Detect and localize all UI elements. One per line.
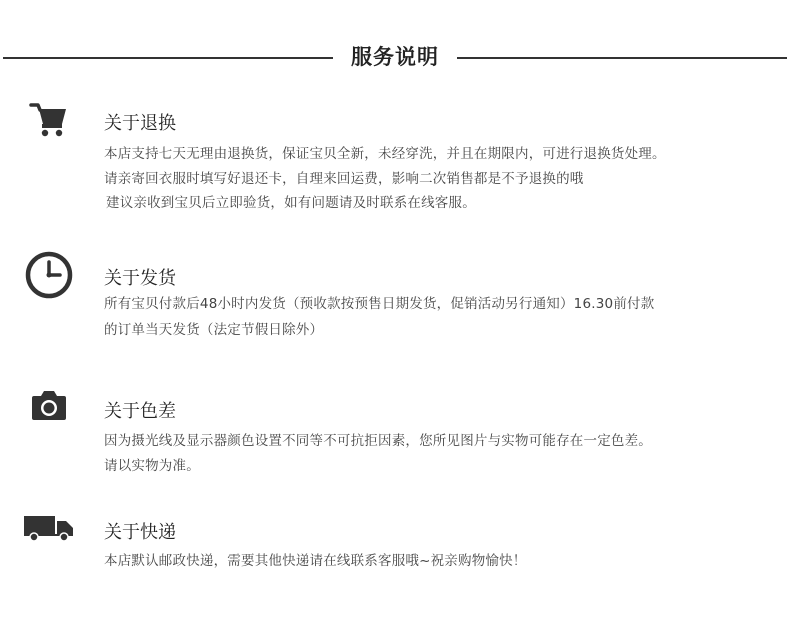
section-text-line: 本店默认邮政快递，需要其他快递请在线联系客服哦~祝亲购物愉快！ <box>104 553 527 569</box>
section-title: 关于退换 <box>104 113 176 134</box>
section-text-line: 请以实物为准。 <box>104 458 200 474</box>
section-text-line: 建议亲收到宝贝后立即验货，如有问题请及时联系在线客服。 <box>106 195 476 211</box>
delivery-truck-icon <box>22 514 76 542</box>
section-text-line: 请亲寄回衣服时填写好退还卡，自理来回运费，影响二次销售都是不予退换的哦 <box>104 171 584 187</box>
section-courier <box>0 512 790 582</box>
section-returns <box>0 100 790 220</box>
clock-icon <box>22 251 76 299</box>
page-title: 服务说明 <box>351 45 439 69</box>
section-text-line: 的订单当天发货（法定节假日除外） <box>104 322 324 338</box>
section-title: 关于快递 <box>104 522 176 543</box>
section-color-difference <box>0 388 790 478</box>
section-text-line: 本店支持七天无理由退换货，保证宝贝全新，未经穿洗，并且在期限内，可进行退换货处理。 <box>104 146 666 162</box>
header <box>0 38 790 78</box>
section-title: 关于发货 <box>104 268 176 289</box>
section-title: 关于色差 <box>104 401 176 422</box>
section-shipping <box>0 250 790 350</box>
camera-icon <box>22 390 76 422</box>
section-text-line: 因为摄光线及显示器颜色设置不同等不可抗拒因素，您所见图片与实物可能存在一定色差。 <box>104 433 652 449</box>
shopping-cart-icon <box>22 102 76 138</box>
header-divider-right <box>457 57 787 59</box>
header-divider-left <box>3 57 333 59</box>
section-text-line: 所有宝贝付款后48小时内发货（预收款按预售日期发货，促销活动另行通知）16.30前付款 <box>104 296 655 312</box>
